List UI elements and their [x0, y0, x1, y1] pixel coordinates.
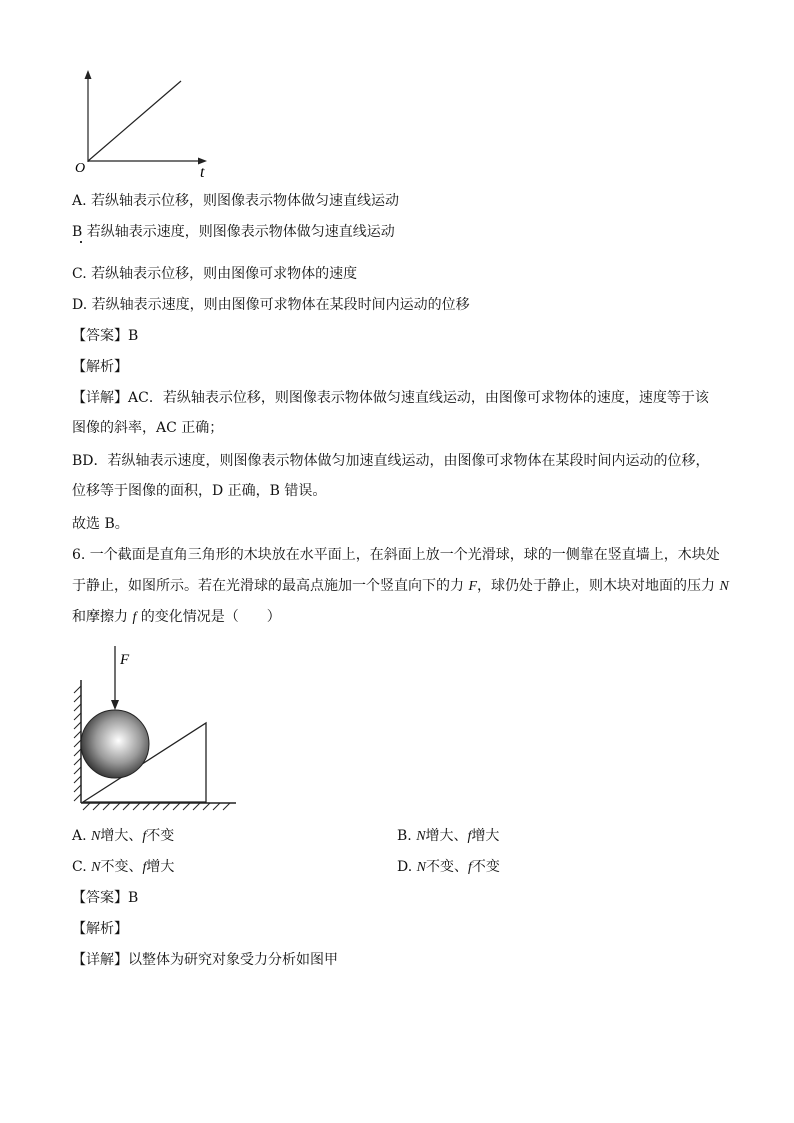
linear-graph	[70, 68, 220, 183]
normal-force-symbol: N	[91, 860, 101, 875]
force-label: F	[120, 652, 130, 668]
q5-analysis-heading: 【解析】	[72, 359, 128, 375]
q6-stem-line3	[72, 607, 281, 628]
q5-detail-bd: BD．若纵轴表示速度，则图像表示物体做匀加速直线运动，由图像可求物体在某段时间内运动的位移，位移等于图像的面积，D 正确，B 错误。	[72, 453, 710, 499]
ground-hatching	[83, 803, 230, 810]
q5-option-d: D. 若纵轴表示速度，则由图像可求物体在某段时间内运动的位移	[72, 297, 470, 313]
smooth-ball	[81, 710, 149, 778]
q6-stem-friction-symbol: f	[132, 610, 137, 625]
q6-option-b: B. N增大、f增大	[397, 828, 500, 844]
q6-stem-text-c: 和摩擦力	[72, 609, 133, 625]
q6-analysis-heading: 【解析】	[72, 921, 128, 937]
origin-label: O	[75, 161, 86, 176]
normal-force-symbol: N	[416, 860, 426, 875]
wall-hatching	[74, 686, 81, 801]
q6-stem-line2	[72, 576, 729, 597]
friction-symbol: f	[142, 829, 147, 844]
ball-wedge-figure	[68, 642, 243, 814]
q6-stem-text-b: ，球仍处于静止，则木块对地面的压力	[477, 578, 720, 594]
q5-answer: 【答案】B	[72, 328, 139, 344]
q5-option-a: A. 若纵轴表示位移，则图像表示物体做匀速直线运动	[72, 193, 400, 209]
q6-stem-normal-symbol: N	[719, 579, 729, 594]
graph-line	[88, 81, 181, 161]
q5-option-c: C. 若纵轴表示位移，则由图像可求物体的速度	[72, 266, 358, 282]
q6-option-c: C. N不变、f增大	[72, 859, 175, 875]
friction-symbol: f	[467, 860, 472, 875]
q6-stem-force-symbol: F	[468, 579, 478, 594]
friction-symbol: f	[467, 829, 472, 844]
q6-option-d: D. N不变、f不变	[397, 859, 500, 875]
x-axis-label: t	[200, 164, 205, 181]
normal-force-symbol: N	[416, 829, 426, 844]
q6-stem-text-a: 于静止，如图所示。若在光滑球的最高点施加一个竖直向下的力	[72, 578, 469, 594]
q6-detail: 【详解】以整体为研究对象受力分析如图甲	[72, 952, 338, 968]
friction-symbol: f	[142, 860, 147, 875]
force-arrowhead	[111, 700, 119, 710]
stray-dot	[80, 241, 82, 243]
q5-detail-ac: 【详解】AC．若纵轴表示位移，则图像表示物体做匀速直线运动，由图像可求物体的速度，速度等于该图像的斜率，AC 正确；	[72, 390, 709, 436]
normal-force-symbol: N	[91, 829, 101, 844]
q6-stem-text-d: 的变化情况是（ ）	[136, 609, 281, 625]
q6-stem-line1: 6. 一个截面是直角三角形的木块放在水平面上，在斜面上放一个光滑球，球的一侧靠在竖直墙上，木块处	[72, 547, 720, 563]
y-axis-arrow	[85, 70, 92, 79]
q5-conclusion: 故选 B。	[72, 516, 129, 532]
q6-option-a: A. N增大、f不变	[72, 828, 175, 844]
q5-option-b: B 若纵轴表示速度，则图像表示物体做匀速直线运动	[72, 224, 395, 240]
q6-answer: 【答案】B	[72, 890, 139, 906]
